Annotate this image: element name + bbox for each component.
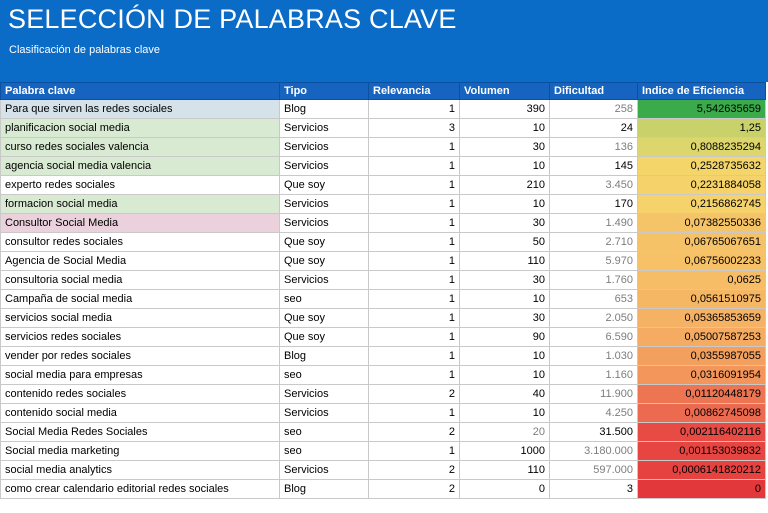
cell-tipo[interactable]: Blog <box>280 480 369 499</box>
cell-tipo[interactable]: Servicios <box>280 119 369 138</box>
cell-volumen[interactable]: 390 <box>460 100 550 119</box>
cell-tipo[interactable]: seo <box>280 366 369 385</box>
table-row <box>1 252 766 271</box>
cell-tipo[interactable]: Servicios <box>280 461 369 480</box>
cell-volumen[interactable]: 30 <box>460 214 550 233</box>
cell-volumen[interactable]: 20 <box>460 423 550 442</box>
cell-eficiencia[interactable]: 0,2231884058 <box>638 176 766 195</box>
cell-volumen[interactable]: 1000 <box>460 442 550 461</box>
cell-volumen[interactable]: 10 <box>460 195 550 214</box>
cell-eficiencia[interactable]: 0,05007587253 <box>638 328 766 347</box>
cell-keyword[interactable]: experto redes sociales <box>1 176 280 195</box>
table-row <box>1 157 766 176</box>
cell-tipo[interactable]: Servicios <box>280 157 369 176</box>
cell-dificultad[interactable]: 1.030 <box>550 347 638 366</box>
cell-volumen[interactable]: 10 <box>460 157 550 176</box>
cell-relevancia[interactable]: 2 <box>369 423 460 442</box>
cell-volumen[interactable]: 110 <box>460 252 550 271</box>
cell-relevancia[interactable]: 1 <box>369 214 460 233</box>
cell-eficiencia[interactable]: 0,8088235294 <box>638 138 766 157</box>
cell-keyword[interactable]: servicios redes sociales <box>1 328 280 347</box>
cell-dificultad[interactable]: 3.450 <box>550 176 638 195</box>
cell-eficiencia[interactable]: 0,2528735632 <box>638 157 766 176</box>
cell-dificultad[interactable]: 653 <box>550 290 638 309</box>
cell-eficiencia[interactable]: 0,06756002233 <box>638 252 766 271</box>
table-row <box>1 309 766 328</box>
cell-volumen[interactable]: 50 <box>460 233 550 252</box>
cell-eficiencia[interactable]: 0,05365853659 <box>638 309 766 328</box>
header-palabra-clave[interactable]: Palabra clave <box>1 83 280 100</box>
cell-eficiencia[interactable]: 0,06765067651 <box>638 233 766 252</box>
table-row <box>1 233 766 252</box>
cell-keyword[interactable]: Para que sirven las redes sociales <box>1 100 280 119</box>
cell-volumen[interactable]: 10 <box>460 347 550 366</box>
table-body <box>1 100 766 499</box>
cell-relevancia[interactable]: 1 <box>369 195 460 214</box>
cell-relevancia[interactable]: 1 <box>369 328 460 347</box>
table-row <box>1 138 766 157</box>
cell-eficiencia[interactable]: 0,01120448179 <box>638 385 766 404</box>
keyword-table <box>0 82 766 499</box>
cell-dificultad[interactable]: 136 <box>550 138 638 157</box>
table-row <box>1 119 766 138</box>
cell-relevancia[interactable]: 1 <box>369 442 460 461</box>
cell-relevancia[interactable]: 1 <box>369 100 460 119</box>
header-dificultad[interactable]: Dificultad <box>550 83 638 100</box>
table-row <box>1 328 766 347</box>
cell-volumen[interactable]: 90 <box>460 328 550 347</box>
cell-keyword[interactable]: curso redes sociales valencia <box>1 138 280 157</box>
cell-dificultad[interactable]: 4.250 <box>550 404 638 423</box>
cell-eficiencia[interactable]: 0,002116402116 <box>638 423 766 442</box>
cell-keyword[interactable]: contenido redes sociales <box>1 385 280 404</box>
cell-dificultad[interactable]: 258 <box>550 100 638 119</box>
cell-dificultad[interactable]: 5.970 <box>550 252 638 271</box>
table-row <box>1 290 766 309</box>
cell-keyword[interactable]: agencia social media valencia <box>1 157 280 176</box>
cell-relevancia[interactable]: 1 <box>369 347 460 366</box>
header-banner <box>0 0 768 82</box>
cell-volumen[interactable]: 10 <box>460 290 550 309</box>
table-row <box>1 461 766 480</box>
table-row <box>1 442 766 461</box>
table-row <box>1 480 766 499</box>
header-relevancia[interactable]: Relevancia <box>369 83 460 100</box>
cell-tipo[interactable]: Servicios <box>280 404 369 423</box>
cell-dificultad[interactable]: 6.590 <box>550 328 638 347</box>
header-row <box>1 83 766 100</box>
cell-relevancia[interactable]: 1 <box>369 404 460 423</box>
cell-keyword[interactable]: formacion social media <box>1 195 280 214</box>
table-row <box>1 404 766 423</box>
table-row <box>1 195 766 214</box>
cell-dificultad[interactable]: 11.900 <box>550 385 638 404</box>
cell-keyword[interactable]: Agencia de Social Media <box>1 252 280 271</box>
cell-eficiencia[interactable]: 0,07382550336 <box>638 214 766 233</box>
cell-volumen[interactable]: 10 <box>460 119 550 138</box>
cell-tipo[interactable]: Blog <box>280 100 369 119</box>
cell-eficiencia[interactable]: 0,0006141820212 <box>638 461 766 480</box>
cell-tipo[interactable]: Servicios <box>280 195 369 214</box>
cell-relevancia[interactable]: 1 <box>369 271 460 290</box>
cell-relevancia[interactable]: 1 <box>369 252 460 271</box>
cell-eficiencia[interactable]: 0,0625 <box>638 271 766 290</box>
header-indice-eficiencia[interactable]: Indice de Eficiencia <box>638 83 766 100</box>
cell-dificultad[interactable]: 145 <box>550 157 638 176</box>
cell-volumen[interactable]: 110 <box>460 461 550 480</box>
cell-tipo[interactable]: seo <box>280 423 369 442</box>
table-row <box>1 423 766 442</box>
cell-eficiencia[interactable]: 0,0561510975 <box>638 290 766 309</box>
cell-tipo[interactable]: Que soy <box>280 233 369 252</box>
cell-tipo[interactable]: Que soy <box>280 309 369 328</box>
cell-volumen[interactable]: 210 <box>460 176 550 195</box>
cell-dificultad[interactable]: 1.160 <box>550 366 638 385</box>
cell-eficiencia[interactable]: 1,25 <box>638 119 766 138</box>
cell-relevancia[interactable]: 1 <box>369 290 460 309</box>
cell-eficiencia[interactable]: 0,0355987055 <box>638 347 766 366</box>
cell-eficiencia[interactable]: 0,001153039832 <box>638 442 766 461</box>
cell-tipo[interactable]: Blog <box>280 347 369 366</box>
cell-volumen[interactable]: 30 <box>460 309 550 328</box>
cell-dificultad[interactable]: 1.760 <box>550 271 638 290</box>
cell-relevancia[interactable]: 1 <box>369 366 460 385</box>
cell-keyword[interactable]: Social media marketing <box>1 442 280 461</box>
table-row <box>1 385 766 404</box>
cell-volumen[interactable]: 10 <box>460 366 550 385</box>
cell-tipo[interactable]: Servicios <box>280 385 369 404</box>
cell-dificultad[interactable]: 1.490 <box>550 214 638 233</box>
table-row <box>1 271 766 290</box>
cell-relevancia[interactable]: 2 <box>369 461 460 480</box>
cell-volumen[interactable]: 30 <box>460 271 550 290</box>
cell-tipo[interactable]: seo <box>280 290 369 309</box>
cell-dificultad[interactable]: 3.180.000 <box>550 442 638 461</box>
table-row <box>1 347 766 366</box>
cell-dificultad[interactable]: 170 <box>550 195 638 214</box>
cell-keyword[interactable]: vender por redes sociales <box>1 347 280 366</box>
cell-volumen[interactable]: 0 <box>460 480 550 499</box>
cell-keyword[interactable]: planificacion social media <box>1 119 280 138</box>
cell-dificultad[interactable]: 597.000 <box>550 461 638 480</box>
table-row <box>1 214 766 233</box>
header-volumen[interactable]: Volumen <box>460 83 550 100</box>
cell-keyword[interactable]: consultoria social media <box>1 271 280 290</box>
cell-keyword[interactable]: servicios social media <box>1 309 280 328</box>
cell-dificultad[interactable]: 31.500 <box>550 423 638 442</box>
cell-keyword[interactable]: Campaña de social media <box>1 290 280 309</box>
cell-tipo[interactable]: Que soy <box>280 328 369 347</box>
cell-tipo[interactable]: Que soy <box>280 252 369 271</box>
cell-keyword[interactable]: social media analytics <box>1 461 280 480</box>
cell-keyword[interactable]: como crear calendario editorial redes sociales <box>1 480 280 499</box>
cell-dificultad[interactable]: 2.050 <box>550 309 638 328</box>
cell-eficiencia[interactable]: 0,0316091954 <box>638 366 766 385</box>
table-row <box>1 366 766 385</box>
table-row <box>1 176 766 195</box>
cell-relevancia[interactable]: 1 <box>369 138 460 157</box>
cell-tipo[interactable]: Servicios <box>280 271 369 290</box>
cell-keyword[interactable]: social media para empresas <box>1 366 280 385</box>
cell-relevancia[interactable]: 2 <box>369 480 460 499</box>
page-subtitle: Clasificación de palabras clave <box>9 44 161 56</box>
table-row <box>1 100 766 119</box>
cell-tipo[interactable]: seo <box>280 442 369 461</box>
cell-eficiencia[interactable]: 0 <box>638 480 766 499</box>
cell-relevancia[interactable]: 2 <box>369 385 460 404</box>
page-title: SELECCIÓN DE PALABRAS CLAVE <box>8 4 457 34</box>
cell-relevancia[interactable]: 1 <box>369 233 460 252</box>
cell-keyword[interactable]: Consultor Social Media <box>1 214 280 233</box>
cell-dificultad[interactable]: 24 <box>550 119 638 138</box>
cell-relevancia[interactable]: 1 <box>369 157 460 176</box>
cell-volumen[interactable]: 10 <box>460 404 550 423</box>
cell-keyword[interactable]: consultor redes sociales <box>1 233 280 252</box>
cell-tipo[interactable]: Servicios <box>280 138 369 157</box>
cell-relevancia[interactable]: 3 <box>369 119 460 138</box>
cell-eficiencia[interactable]: 5,542635659 <box>638 100 766 119</box>
cell-relevancia[interactable]: 1 <box>369 176 460 195</box>
cell-dificultad[interactable]: 2.710 <box>550 233 638 252</box>
cell-relevancia[interactable]: 1 <box>369 309 460 328</box>
cell-eficiencia[interactable]: 0,00862745098 <box>638 404 766 423</box>
cell-eficiencia[interactable]: 0,2156862745 <box>638 195 766 214</box>
cell-keyword[interactable]: contenido social media <box>1 404 280 423</box>
header-tipo[interactable]: Tipo <box>280 83 369 100</box>
cell-tipo[interactable]: Que soy <box>280 176 369 195</box>
cell-volumen[interactable]: 30 <box>460 138 550 157</box>
cell-tipo[interactable]: Servicios <box>280 214 369 233</box>
cell-keyword[interactable]: Social Media Redes Sociales <box>1 423 280 442</box>
cell-volumen[interactable]: 40 <box>460 385 550 404</box>
cell-dificultad[interactable]: 3 <box>550 480 638 499</box>
